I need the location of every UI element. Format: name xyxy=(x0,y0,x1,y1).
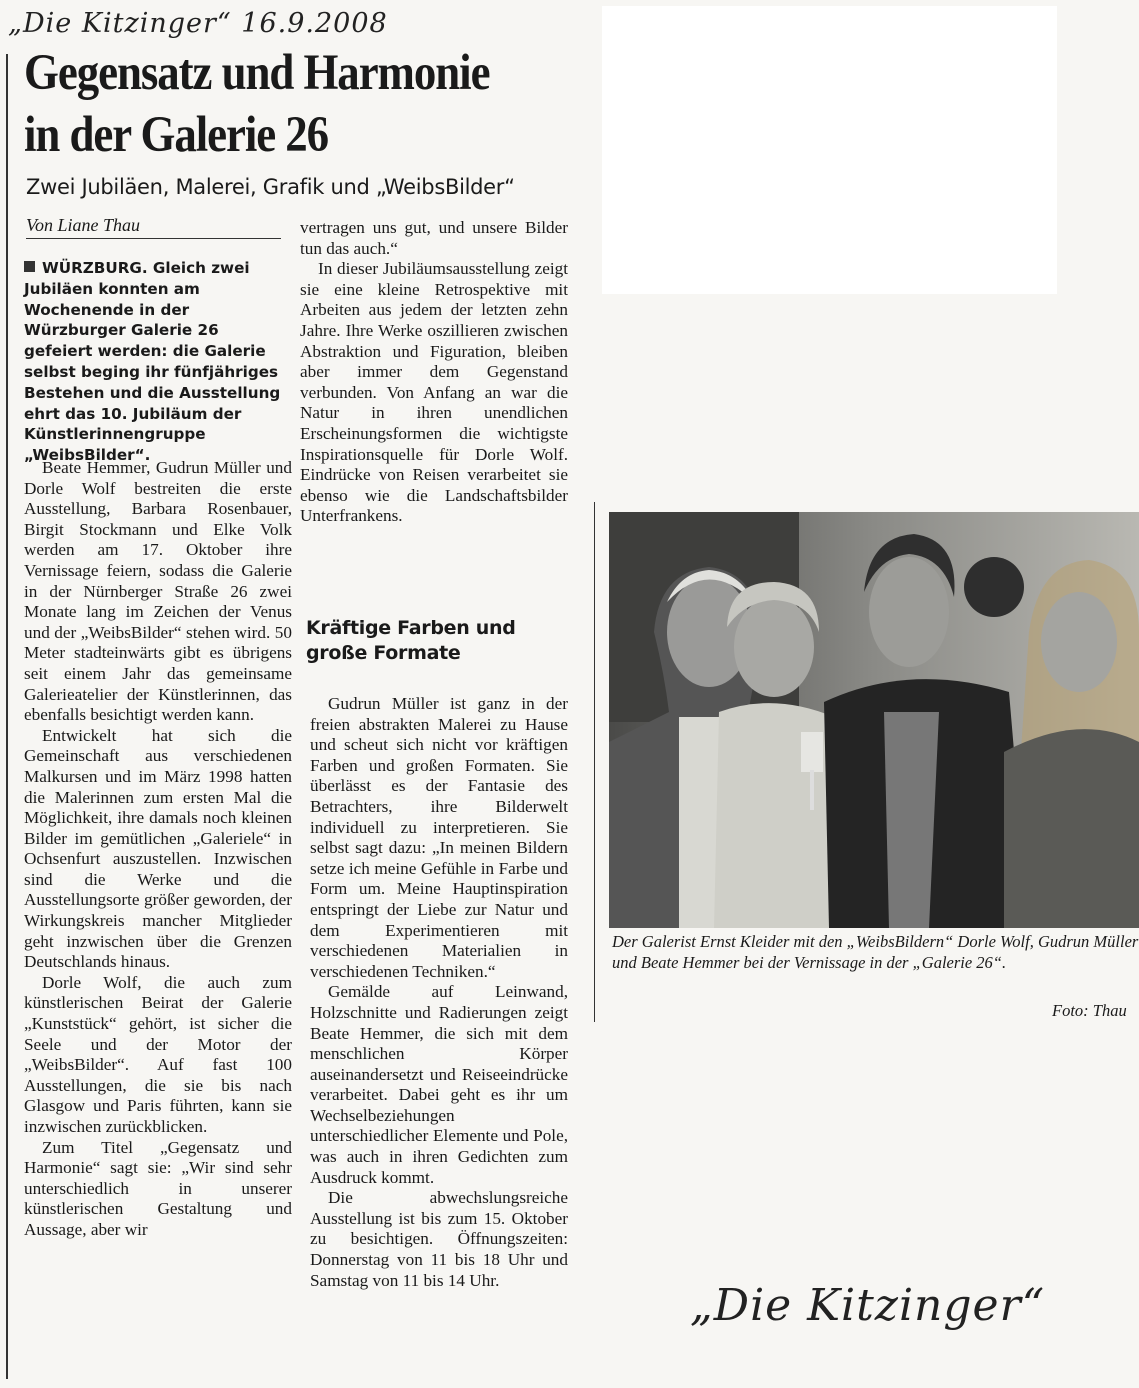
photo-illustration xyxy=(609,512,1139,928)
byline: Von Liane Thau xyxy=(26,215,281,239)
subheadline: Zwei Jubiläen, Malerei, Grafik und „WeibsBilder“ xyxy=(26,175,515,199)
handwritten-note-bottom: „Die Kitzinger“ xyxy=(690,1280,1046,1331)
section-subtitle-line-2: große Formate xyxy=(306,642,461,664)
headline xyxy=(24,42,526,166)
lead-square-marker xyxy=(24,261,35,272)
section-subtitle xyxy=(306,616,571,666)
paragraph: Die abwechslungsreiche Ausstellung ist bis zum 15. Oktober zu besichtigen. Öffnungszeiten: Donnerstag von 11 bis 18 Uhr und Samstag von 11 bis 14 Uhr. xyxy=(310,1188,568,1290)
paragraph: Zum Titel „Gegensatz und Harmonie“ sagt sie: „Wir sind sehr unterschiedlich in unserer künstlerischen Gestaltung und Aussage, aber wir xyxy=(24,1137,292,1239)
gallery-photo xyxy=(609,512,1139,928)
left-column-rule xyxy=(6,54,8,1379)
article-column-2-bottom xyxy=(310,694,568,1291)
article-column-1 xyxy=(24,458,292,1241)
paragraph: Gemälde auf Leinwand, Holzschnitte und Radierungen zeigt Beate Hemmer, die sich mit dem menschlichen Körper auseinandersetzt und Reiseeindrücke verarbeitet. Dabei geht es ihr um Wechselbeziehungen unterschiedlicher Elemente und Pole, was auch in ihren Gedichten zum Ausdruck kommt. xyxy=(310,982,568,1187)
paragraph: In dieser Jubiläumsausstellung zeigt sie eine kleine Retrospektive mit Arbeiten aus jedem der letzten zehn Jahre. Ihre Werke oszillieren zwischen Abstraktion und Figuration, bleiben aber immer dem Gegenstand verbunden. Von Anfang an war die Natur in ihren unendlichen Erscheinungsformen die wichtigste Inspirationsquelle für Dorle Wolf. Eindrücke von Reisen verarbeitet sie ebenso wie die Landschaftsbilder Unterfrankens. xyxy=(300,259,568,526)
paragraph: Gudrun Müller ist ganz in der freien abstrakten Malerei zu Hause und scheut sich nicht vor kräftigen Farben und großen Formaten. Sie überlässt es der Fantasie des Betrachters, ihre Bilderwelt individuell zu interpretieren. Sie selbst sagt dazu: „In meinen Bildern setze ich meine Gefühle in Farbe und Form um. Meine Hauptinspiration entspringt der Liebe zur Natur und dem Experimentieren mit verschiedenen Materialien in verschiedenen Techniken.“ xyxy=(310,694,568,981)
photo-frame-rule xyxy=(594,502,595,1022)
headline-line-2: in der Galerie 26 xyxy=(24,107,329,163)
paragraph: vertragen uns gut, und unsere Bilder tun das auch.“ xyxy=(300,218,568,258)
headline-line-1: Gegensatz und Harmonie xyxy=(24,45,490,101)
photo-caption: Der Galerist Ernst Kleider mit den „WeibsBildern“ Dorle Wolf, Gudrun Müller und Beate Hemmer bei der Vernissage in der „Galerie 26“. xyxy=(612,932,1139,972)
paragraph: Beate Hemmer, Gudrun Müller und Dorle Wolf bestreiten die erste Ausstellung, Barbara Rosenbauer, Birgit Stockmann und Elke Volk werden am 17. Oktober ihre Vernissage feiern, sodass die Galerie in der Nürnberger Straße 26 zwei Monate lang im Zeichen der Venus und der „WeibsBilder“ stehen wird. 50 Meter stadteinwärts gibt es übrigens seit einem Jahr das gemeinsame Galerieatelier der Künstlerinnen, das ebenfalls besichtigt werden kann. xyxy=(24,458,292,725)
lead-paragraph xyxy=(24,258,292,466)
photo-credit: Foto: Thau xyxy=(1052,1001,1127,1020)
paragraph: Entwickelt hat sich die Gemeinschaft aus verschiedenen Malkursen und im März 1998 hatten die Malerinnen zum ersten Mal die Möglichkeit, ihre damals noch kleinen Bilder im gemütlichen „Galeriele“ in Ochsenfurt auszustellen. Inzwischen sind die Werke und die Ausstellungsorte größer geworden, der Wirkungskreis mancher Mitglieder geht inzwischen über die Grenzen Deutschlands hinaus. xyxy=(24,725,292,972)
handwritten-note-top: „Die Kitzinger“ 16.9.2008 xyxy=(8,8,388,39)
blank-paper-patch xyxy=(602,6,1057,294)
paragraph: Dorle Wolf, die auch zum künstlerischen Beirat der Galerie „Kunststück“ gehört, ist sicher die Seele und der Motor der „WeibsBilder“. Auf fast 100 Ausstellungen, die sie bis nach Glasgow und Paris führten, kann sie inzwischen zurückblicken. xyxy=(24,972,292,1136)
article-column-2-top xyxy=(300,218,568,527)
lead-text: WÜRZBURG. Gleich zwei Jubiläen konnten am Wochenende in der Würzburger Galerie 26 gefeiert werden: die Galerie selbst beging ihr fünfjähriges Bestehen und die Ausstellung ehrt das 10. Jubiläum der Künstlerinnengruppe „WeibsBilder“. xyxy=(24,259,281,465)
section-subtitle-line-1: Kräftige Farben und xyxy=(306,617,516,639)
